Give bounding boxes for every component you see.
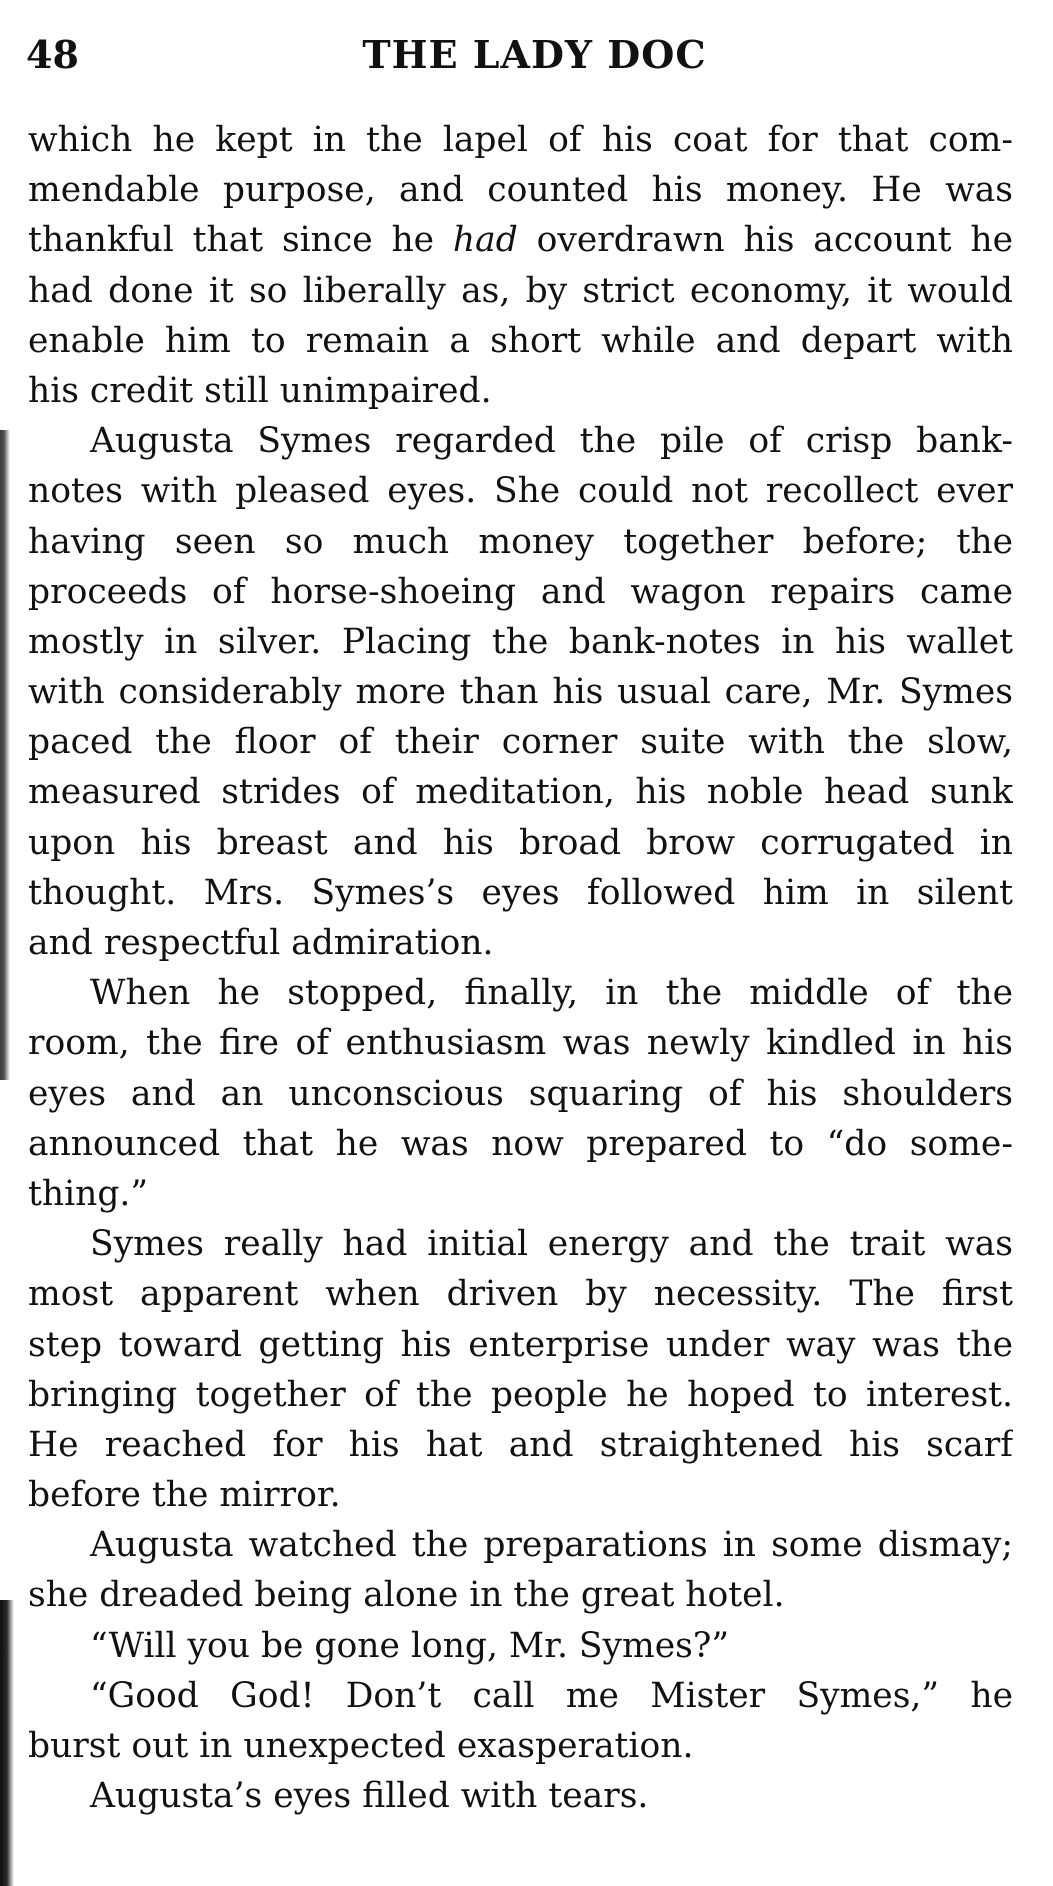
- page-header: [26, 26, 1013, 86]
- text-line: enable him to remain a short while and depart with: [28, 320, 1013, 361]
- text-line: Augusta Symes regarded the pile of crisp bank-: [90, 421, 1013, 462]
- text-line: having seen so much money together before; the: [28, 521, 1013, 562]
- text-line: “Good God! Don’t call me Mister Symes,” he: [90, 1675, 1013, 1716]
- text-line: and respectful admiration.: [28, 923, 494, 963]
- text-line: mendable purpose, and counted his money. He was: [28, 170, 1013, 211]
- text-line: his credit still unimpaired.: [28, 370, 492, 411]
- text-line: measured strides of meditation, his noble head sunk: [28, 772, 1013, 813]
- text-line: with considerably more than his usual care, Mr. Symes: [28, 672, 1013, 713]
- text-line: room, the fire of enthusiasm was newly kindled in his: [28, 1023, 1013, 1064]
- text-line: He reached for his hat and straightened his scarf: [28, 1424, 1013, 1465]
- text-line: bringing together of the people he hoped to interest.: [28, 1374, 1013, 1415]
- text-line: she dreaded being alone in the great hotel.: [28, 1575, 785, 1616]
- text-line: burst out in unexpected exasperation.: [28, 1726, 694, 1766]
- text-line: before the mirror.: [28, 1475, 341, 1516]
- text-line: paced the floor of their corner suite with the slow,: [28, 722, 1013, 763]
- text-line: which he kept in the lapel of his coat for that com-: [28, 120, 1013, 160]
- text-line: thought. Mrs. Symes’s eyes followed him in silent: [28, 872, 1013, 913]
- body-text: [28, 115, 1013, 1821]
- text-line: Augusta watched the preparations in some dismay;: [90, 1525, 1013, 1566]
- gutter-shadow-lower: [0, 1600, 14, 1886]
- gutter-shadow: [0, 430, 10, 1080]
- text-line: When he stopped, finally, in the middle of the: [90, 973, 1013, 1014]
- text-line: “Will you be gone long, Mr. Symes?”: [90, 1625, 729, 1666]
- text-line: Augusta’s eyes filled with tears.: [90, 1776, 649, 1817]
- running-title: THE LADY DOC: [362, 32, 707, 77]
- text-line: most apparent when driven by necessity. The first: [28, 1274, 1013, 1315]
- text-line: proceeds of horse-shoeing and wagon repairs came: [28, 571, 1013, 612]
- text-line: had done it so liberally as, by strict economy, it would: [28, 270, 1013, 311]
- text-line: thankful that since he had overdrawn his account he: [28, 220, 1013, 261]
- text-line: step toward getting his enterprise under way was the: [28, 1324, 1013, 1365]
- text-line: eyes and an unconscious squaring of his shoulders: [28, 1073, 1013, 1114]
- text-line: Symes really had initial energy and the trait was: [90, 1224, 1013, 1265]
- text-line: upon his breast and his broad brow corrugated in: [28, 822, 1013, 863]
- text-line: notes with pleased eyes. She could not recollect ever: [28, 471, 1013, 512]
- text-line: announced that he was now prepared to “do some-: [28, 1123, 1013, 1164]
- text-line: thing.”: [28, 1173, 149, 1214]
- text-line: mostly in silver. Placing the bank-notes in his wallet: [28, 621, 1013, 662]
- page-number: 48: [26, 32, 79, 77]
